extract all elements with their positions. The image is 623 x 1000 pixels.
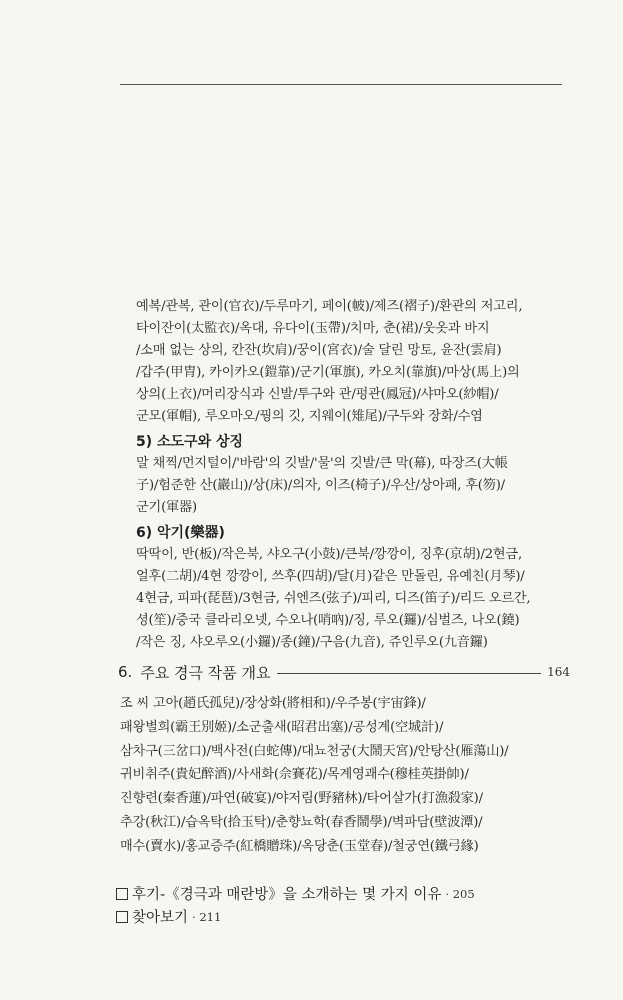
section-heading-props: 5) 소도구와 상징	[136, 434, 244, 450]
works-list	[120, 692, 560, 859]
instruments-line: 4현금, 피파(琵琶)/3현금, 쉬엔즈(弦子)/피리, 디즈(笛子)/리드 오르간,	[136, 591, 531, 606]
chapter-page: 164	[547, 665, 570, 679]
costume-line: /갑주(甲胄), 카이카오(鎧靠)/군기(軍旗), 카오치(靠旗)/마상(馬上)의	[136, 365, 520, 380]
props-line: 군기(軍器)	[136, 500, 197, 515]
works-line: 귀비취주(貴妃醉酒)/사새화(佘賽花)/목계영괘수(穆桂英掛帥)/	[120, 767, 469, 783]
instruments-line: 딱딱이, 반(板)/작은북, 샤오구(小鼓)/큰북/깡깡이, 징후(京胡)/2현금,	[136, 547, 522, 562]
appendix-list	[116, 882, 475, 928]
toc-entry-chapter-6[interactable]	[118, 661, 570, 683]
chapter-title: 주요 경극 작품 개요	[140, 663, 271, 682]
top-rule	[120, 84, 562, 85]
chapter-number: 6.	[118, 663, 133, 681]
props-line: 子)/험준한 산(巖山)/상(床)/의자, 이즈(椅子)/우산/상아패, 후(笏)/	[136, 478, 505, 493]
costume-line: 상의(上衣)/머리장식과 신발/투구와 관/펑관(鳳冠)/샤마오(紗帽)/	[136, 387, 499, 402]
instruments-line: /작은 징, 샤오루오(小鑼)/종(鐘)/구음(九音), 쥬인루오(九音鑼)	[136, 635, 488, 650]
works-line: 패왕별희(霸王別姬)/소군출새(昭君出塞)/공성계(空城計)/	[120, 719, 444, 735]
works-line: 매수(賣水)/홍교증주(紅橋贈珠)/옥당춘(玉堂春)/철궁연(鐵弓緣)	[120, 838, 479, 854]
toc-entry-index[interactable]	[116, 905, 475, 928]
instruments-line: 셩(笙)/중국 클라리오넷, 수오나(哨吶)/징, 루오(鑼)/심벌즈, 나오(鐃)	[136, 613, 520, 628]
leader-line	[277, 673, 542, 674]
props-line: 말 채찍/먼지털이/'바람'의 깃발/'물'의 깃발/큰 막(幕), 따장즈(大帳	[136, 456, 508, 471]
instruments-line: 얼후(二胡)/4현 깡깡이, 쓰후(四胡)/달(月)같은 만돌린, 유예친(月琴)/	[136, 569, 525, 584]
index-label: 찾아보기	[132, 910, 189, 926]
section-heading-instruments: 6) 악기(樂器)	[136, 525, 225, 541]
index-page: · 211	[192, 909, 222, 924]
toc-entry-afterword[interactable]	[116, 882, 475, 905]
costume-line: 타이잔이(太監衣)/옥대, 유다이(玉帶)/치마, 춘(裙)/웃옷과 바지	[136, 321, 490, 336]
costume-line: 군모(軍帽), 루오마오/꿩의 깃, 지웨이(雉尾)/구두와 장화/수염	[136, 409, 483, 424]
works-line: 조 씨 고아(趙氏孤兒)/장상화(將相和)/우주봉(宇宙鋒)/	[120, 696, 426, 711]
costume-line: 예복/관복, 관이(官衣)/두루마기, 페이(帔)/제즈(褶子)/환관의 저고리,	[136, 299, 523, 314]
square-bullet-icon	[116, 888, 128, 900]
works-line: 추강(秋江)/습옥탁(拾玉탁)/춘향뇨학(春香鬧學)/벽파담(壁波潭)/	[120, 814, 483, 830]
works-line: 진향련(秦香蓮)/파연(破宴)/야저림(野豬林)/타어살가(打漁殺家)/	[120, 791, 483, 807]
afterword-page: · 205	[445, 886, 475, 901]
works-line: 삼차구(三岔口)/백사전(白蛇傳)/대뇨천궁(大鬧天宮)/안탕산(雁蕩山)/	[120, 743, 509, 759]
square-bullet-icon	[116, 911, 128, 923]
costume-section	[118, 296, 568, 654]
costume-line: /소매 없는 상의, 칸잔(坎肩)/꿍이(宮衣)/술 달린 망토, 윤잔(雲肩)	[136, 343, 502, 358]
afterword-label: 후기-《경극과 매란방》을 소개하는 몇 가지 이유	[132, 887, 442, 903]
